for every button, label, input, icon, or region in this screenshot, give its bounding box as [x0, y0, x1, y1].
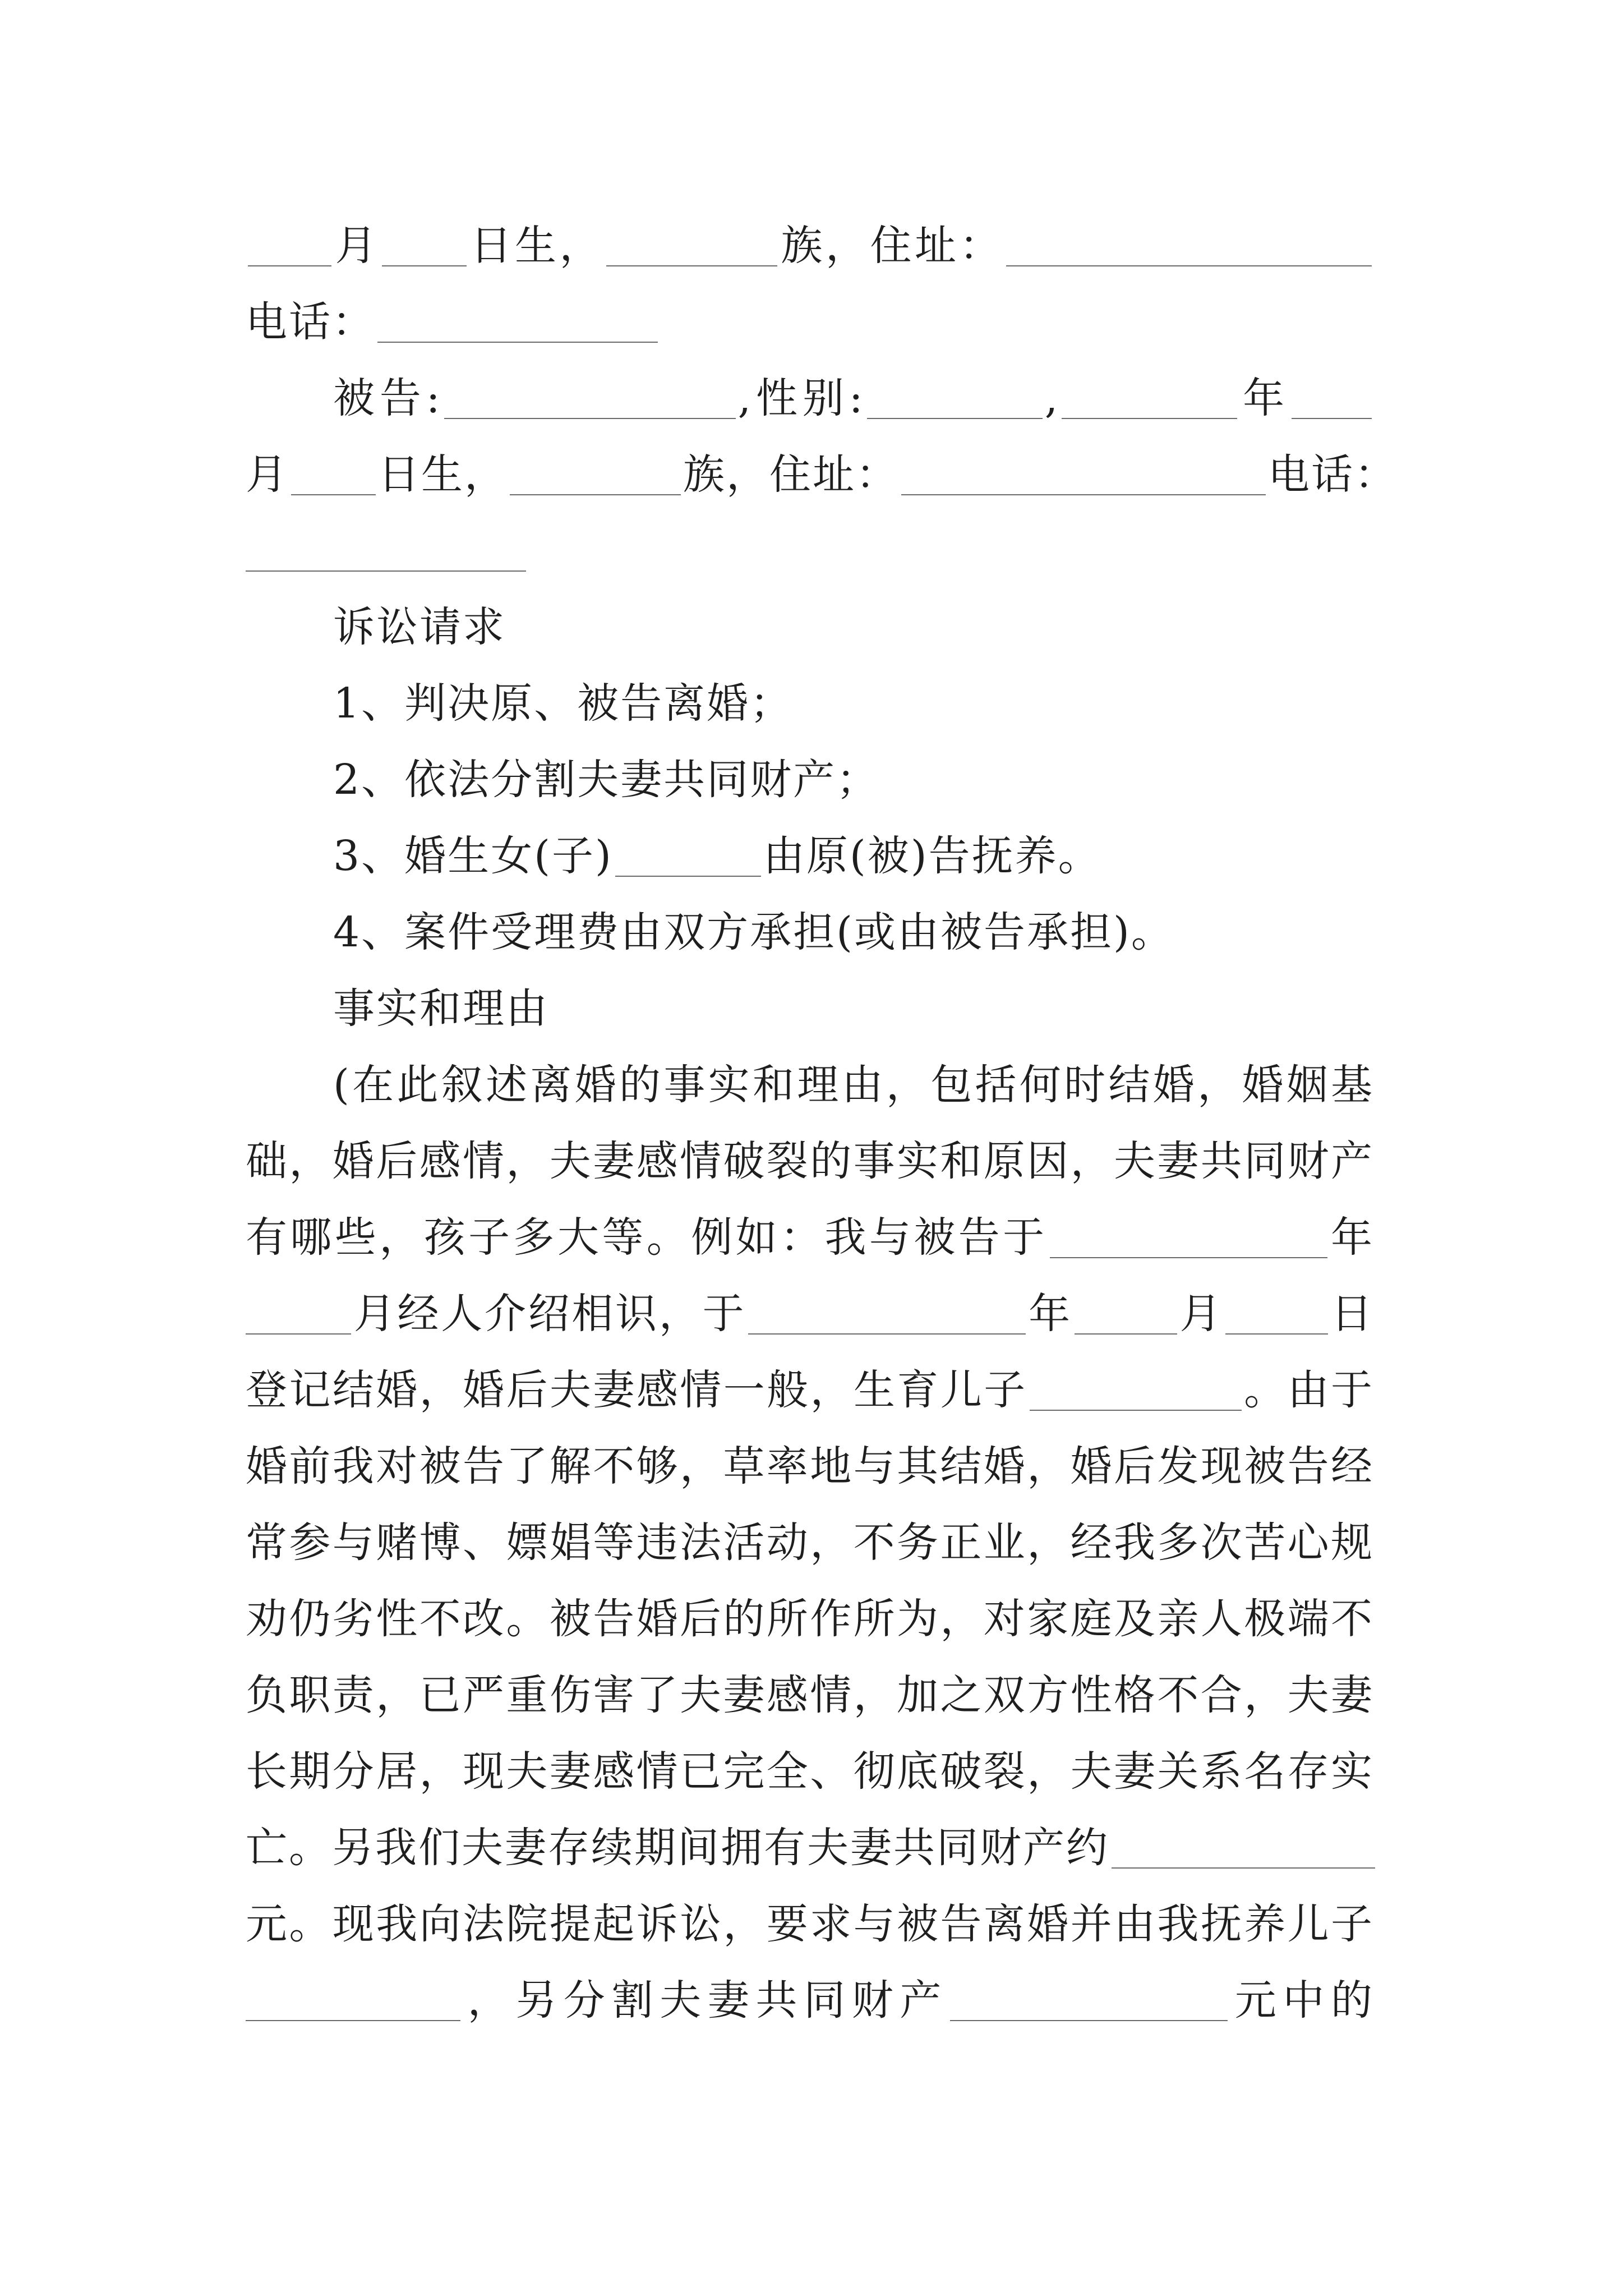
blank-underline [901, 461, 1266, 495]
plaintiff-phone-line [246, 284, 1374, 360]
claim-item-4: 4、案件受理费由双方承担(或由被告承担)。 [333, 908, 1174, 956]
blank-underline [246, 537, 526, 572]
line-text: ,性别: [737, 374, 865, 422]
blank-underline [1112, 1834, 1375, 1869]
defendant-name-gender-line [246, 360, 1374, 436]
facts-heading: 事实和理由 [333, 984, 549, 1033]
blank-underline [377, 308, 658, 343]
facts-line [246, 1962, 1374, 2039]
blank-underline [1062, 384, 1237, 419]
line-text: 被告: [333, 374, 442, 422]
line-text: 月 [1179, 1290, 1224, 1338]
facts-line [246, 1047, 1374, 1123]
line-text: 电话： [246, 298, 375, 346]
line-text: 族，住址： [683, 450, 899, 499]
line-text: 负职责，已严重伤害了夫妻感情，加之双方性格不合，夫妻 [246, 1671, 1374, 1719]
blank-underline [1225, 1300, 1328, 1335]
facts-line [246, 1581, 1374, 1657]
defendant-phone-blank-line [246, 513, 1374, 589]
facts-line [246, 1810, 1374, 1886]
blank-underline [444, 384, 736, 419]
line-text: 长期分居，现夫妻感情已完全、彻底破裂，夫妻关系名存实 [246, 1747, 1374, 1796]
line-text: 有哪些，孩子多大等。例如：我与被告于 [246, 1213, 1048, 1262]
facts-line [246, 1504, 1374, 1581]
line-text: 月经人介绍相识，于 [353, 1290, 746, 1338]
blank-underline [248, 232, 331, 266]
claim-item-3 [246, 818, 1374, 894]
line-text: 日生， [378, 450, 508, 499]
blank-underline [950, 1986, 1228, 2021]
line-text: 族，住址： [780, 222, 1004, 270]
blank-underline [615, 842, 761, 877]
line-text: 日 [1330, 1290, 1375, 1338]
facts-line [246, 1123, 1374, 1199]
document-body [246, 208, 1398, 2039]
line-text: 由原(被)告抚养。 [763, 832, 1101, 880]
line-text: 亡。另我们夫妻存续期间拥有夫妻共同财产约 [246, 1824, 1109, 1872]
facts-line [246, 1886, 1374, 1962]
line-text: 婚前我对被告了解不够，草率地与其结婚，婚后发现被告经 [246, 1442, 1374, 1490]
line-text: 元。现我向法院提起诉讼，要求与被告离婚并由我抚养儿子 [246, 1900, 1374, 1948]
blank-underline [748, 1300, 1026, 1335]
blank-underline [1075, 1300, 1177, 1335]
line-text: 。由于 [1243, 1366, 1375, 1414]
blank-underline [246, 1986, 460, 2021]
line-text: ，另分割夫妻共同财产 [463, 1976, 948, 2024]
claims-heading: 诉讼请求 [333, 603, 506, 651]
facts-line [246, 1352, 1374, 1428]
blank-underline [510, 461, 681, 495]
facts-line [246, 1657, 1374, 1733]
blank-underline [1006, 232, 1372, 266]
line-text: 常参与赌博、嫖娼等违法活动，不务正业，经我多次苦心规 [246, 1519, 1374, 1567]
line-text: 元中的 [1230, 1976, 1375, 2024]
plaintiff-birth-address-line [246, 208, 1374, 284]
facts-line [246, 1428, 1374, 1504]
blank-underline [867, 384, 1043, 419]
line-text: 年 [1239, 374, 1289, 422]
blank-underline [1292, 384, 1372, 419]
defendant-birth-address-line [246, 436, 1398, 513]
line-text: 月 [246, 450, 289, 499]
blank-underline [606, 232, 777, 266]
facts-line [246, 1276, 1374, 1352]
line-text: 年 [1329, 1213, 1374, 1262]
line-text: (在此叙述离婚的事实和理由，包括何时结婚，婚姻基 [333, 1061, 1374, 1109]
line-text: 日生， [469, 222, 604, 270]
claim-item-2: 2、依法分割夫妻共同财产； [333, 756, 880, 804]
blank-underline [1050, 1223, 1327, 1258]
line-text: 3、婚生女(子) [333, 832, 613, 880]
blank-underline [382, 232, 467, 266]
line-text: 电话： [1268, 450, 1398, 499]
line-text: , [1044, 374, 1060, 422]
line-text: 础，婚后感情，夫妻感情破裂的事实和原因，夫妻共同财产 [246, 1137, 1374, 1185]
line-text: 登记结婚，婚后夫妻感情一般，生育儿子 [246, 1366, 1027, 1414]
line-text: 年 [1028, 1290, 1072, 1338]
facts-line [246, 1733, 1374, 1810]
line-text: 月 [334, 222, 380, 270]
claim-item-1: 1、判决原、被告离婚； [333, 679, 794, 728]
blank-underline [1030, 1376, 1242, 1411]
line-text: 劝仍劣性不改。被告婚后的所作所为，对家庭及亲人极端不 [246, 1595, 1374, 1643]
blank-underline [246, 1300, 351, 1335]
facts-line [246, 1199, 1374, 1276]
blank-underline [291, 461, 376, 495]
